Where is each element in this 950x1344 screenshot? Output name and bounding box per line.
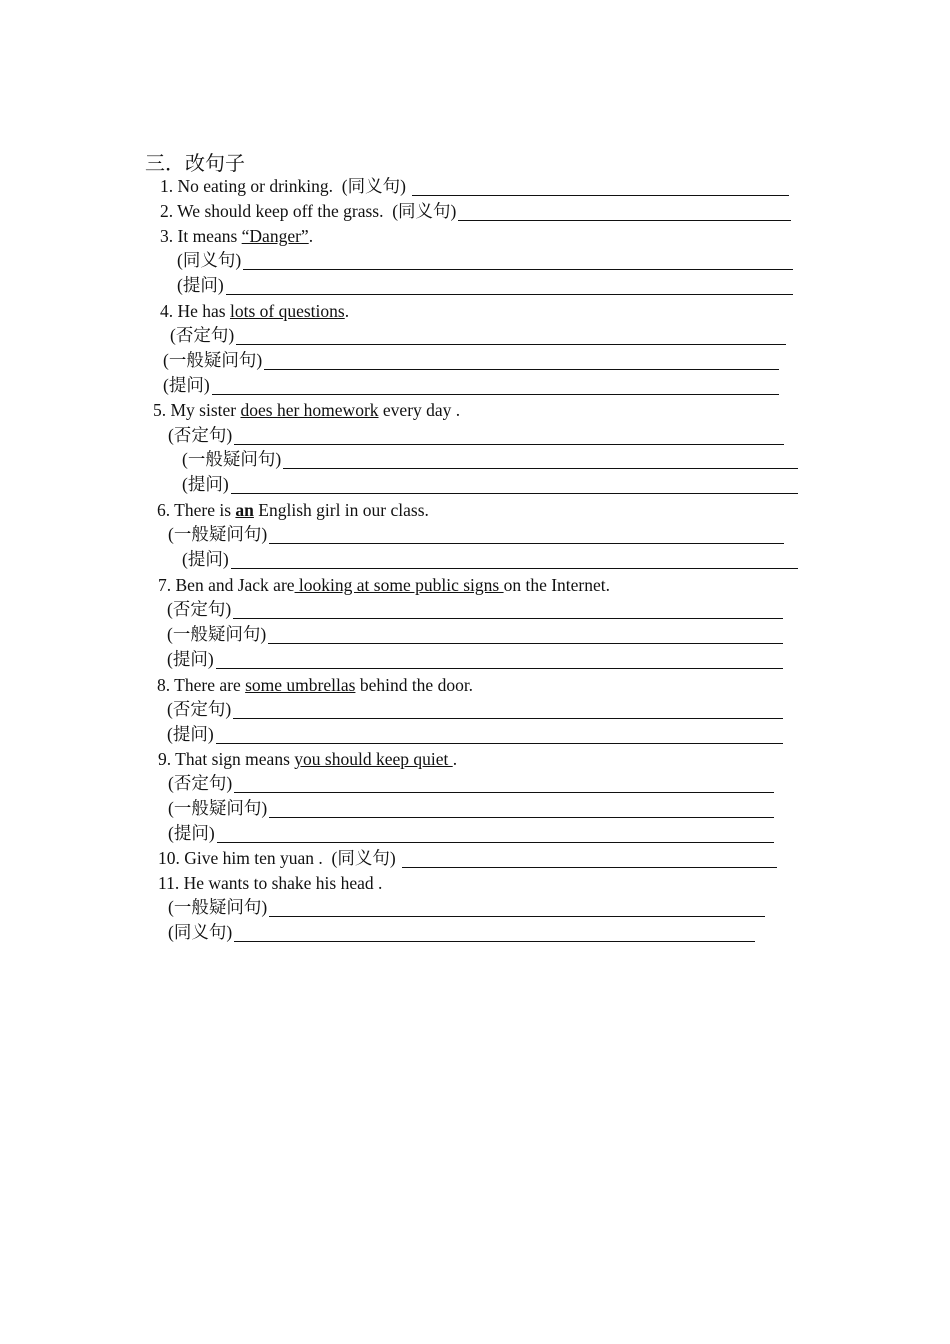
answer-blank[interactable]	[458, 203, 791, 221]
question-line	[158, 873, 382, 893]
question-text: (提问)	[167, 724, 214, 744]
answer-blank[interactable]	[268, 626, 783, 644]
question-text: (同义句)	[341, 176, 411, 196]
answer-blank[interactable]	[269, 526, 784, 544]
question-text: (一般疑问句)	[168, 524, 268, 544]
question-line	[157, 500, 429, 520]
question-text: (同义句)	[177, 250, 242, 270]
question-text: 1. No eating or drinking.	[160, 176, 342, 196]
question-text: (否定句)	[167, 599, 232, 619]
answer-blank[interactable]	[217, 825, 774, 843]
underlined-phrase: looking at some public signs	[294, 575, 504, 595]
underlined-phrase: you should keep quiet	[294, 749, 453, 769]
question-line	[158, 749, 457, 769]
answer-blank[interactable]	[234, 924, 755, 942]
question-line	[177, 250, 793, 270]
answer-blank[interactable]	[269, 899, 765, 917]
answer-blank[interactable]	[231, 476, 798, 494]
question-line	[182, 474, 798, 494]
answer-blank[interactable]	[283, 451, 798, 469]
question-text: on the Internet.	[503, 575, 610, 595]
question-line	[182, 549, 798, 569]
question-line	[158, 575, 610, 595]
answer-blank[interactable]	[231, 551, 798, 569]
answer-blank[interactable]	[402, 850, 777, 868]
question-line	[158, 848, 777, 868]
question-text: (否定句)	[170, 325, 235, 345]
question-line	[168, 897, 765, 917]
question-text: (提问)	[182, 474, 229, 494]
question-text: 7. Ben and Jack are	[158, 575, 295, 595]
question-line	[157, 675, 473, 695]
question-text: English girl in our class.	[253, 500, 429, 520]
question-line	[167, 624, 783, 644]
question-text: (一般疑问句)	[168, 798, 268, 818]
answer-blank[interactable]	[233, 701, 783, 719]
question-text: 5. My sister	[153, 400, 241, 420]
question-line	[160, 301, 349, 321]
answer-blank[interactable]	[212, 377, 779, 395]
question-line	[160, 176, 789, 196]
answer-blank[interactable]	[264, 352, 779, 370]
underlined-phrase: an	[235, 500, 254, 520]
question-line	[153, 400, 460, 420]
question-line	[160, 201, 791, 221]
question-text: (同义句)	[392, 201, 457, 221]
question-text: 3. It means	[160, 226, 242, 246]
question-text: (否定句)	[168, 773, 233, 793]
question-text: every day .	[378, 400, 461, 420]
answer-blank[interactable]	[412, 178, 789, 196]
question-text: (提问)	[168, 823, 215, 843]
question-line	[167, 599, 783, 619]
question-line	[170, 325, 786, 345]
question-line	[167, 699, 783, 719]
question-line	[168, 524, 784, 544]
answer-blank[interactable]	[233, 601, 783, 619]
section-heading: 三．改句子	[145, 151, 245, 175]
answer-blank[interactable]	[226, 277, 793, 295]
question-text: (否定句)	[168, 425, 233, 445]
question-text: (一般疑问句)	[167, 624, 267, 644]
question-text: .	[452, 749, 458, 769]
question-text: (同义句)	[168, 922, 233, 942]
answer-blank[interactable]	[216, 726, 783, 744]
question-text: (提问)	[163, 375, 210, 395]
question-text: 4. He has	[160, 301, 230, 321]
underlined-phrase: some umbrellas	[245, 675, 356, 695]
question-line	[168, 922, 755, 942]
answer-blank[interactable]	[236, 327, 786, 345]
question-line	[168, 823, 774, 843]
question-line	[168, 798, 774, 818]
question-line	[167, 649, 783, 669]
question-text: .	[344, 301, 350, 321]
question-line	[167, 724, 783, 744]
question-text: 8. There are	[157, 675, 246, 695]
question-text: 10. Give him ten yuan .	[158, 848, 332, 868]
question-text: (一般疑问句)	[168, 897, 268, 917]
question-line	[168, 425, 784, 445]
question-text: (提问)	[167, 649, 214, 669]
answer-blank[interactable]	[269, 800, 774, 818]
question-line	[163, 350, 779, 370]
answer-blank[interactable]	[234, 775, 774, 793]
question-text: .	[308, 226, 314, 246]
answer-blank[interactable]	[234, 427, 784, 445]
underlined-phrase: does her homework	[240, 400, 379, 420]
answer-blank[interactable]	[243, 252, 793, 270]
underlined-phrase: lots of questions	[229, 301, 345, 321]
question-text: 9. That sign means	[158, 749, 295, 769]
question-line	[163, 375, 779, 395]
question-text: (一般疑问句)	[182, 449, 282, 469]
question-text: 2. We should keep off the grass.	[160, 201, 393, 221]
question-line	[160, 226, 313, 246]
question-text: (同义句)	[331, 848, 401, 868]
question-text: (否定句)	[167, 699, 232, 719]
question-text: (一般疑问句)	[163, 350, 263, 370]
question-text: (提问)	[177, 275, 224, 295]
question-text: 6. There is	[157, 500, 236, 520]
question-line	[177, 275, 793, 295]
question-line	[182, 449, 798, 469]
question-text: behind the door.	[355, 675, 474, 695]
underlined-phrase: “Danger”	[241, 226, 309, 246]
answer-blank[interactable]	[216, 651, 783, 669]
question-line	[168, 773, 774, 793]
question-text: (提问)	[182, 549, 229, 569]
question-text: 11. He wants to shake his head .	[158, 873, 383, 893]
